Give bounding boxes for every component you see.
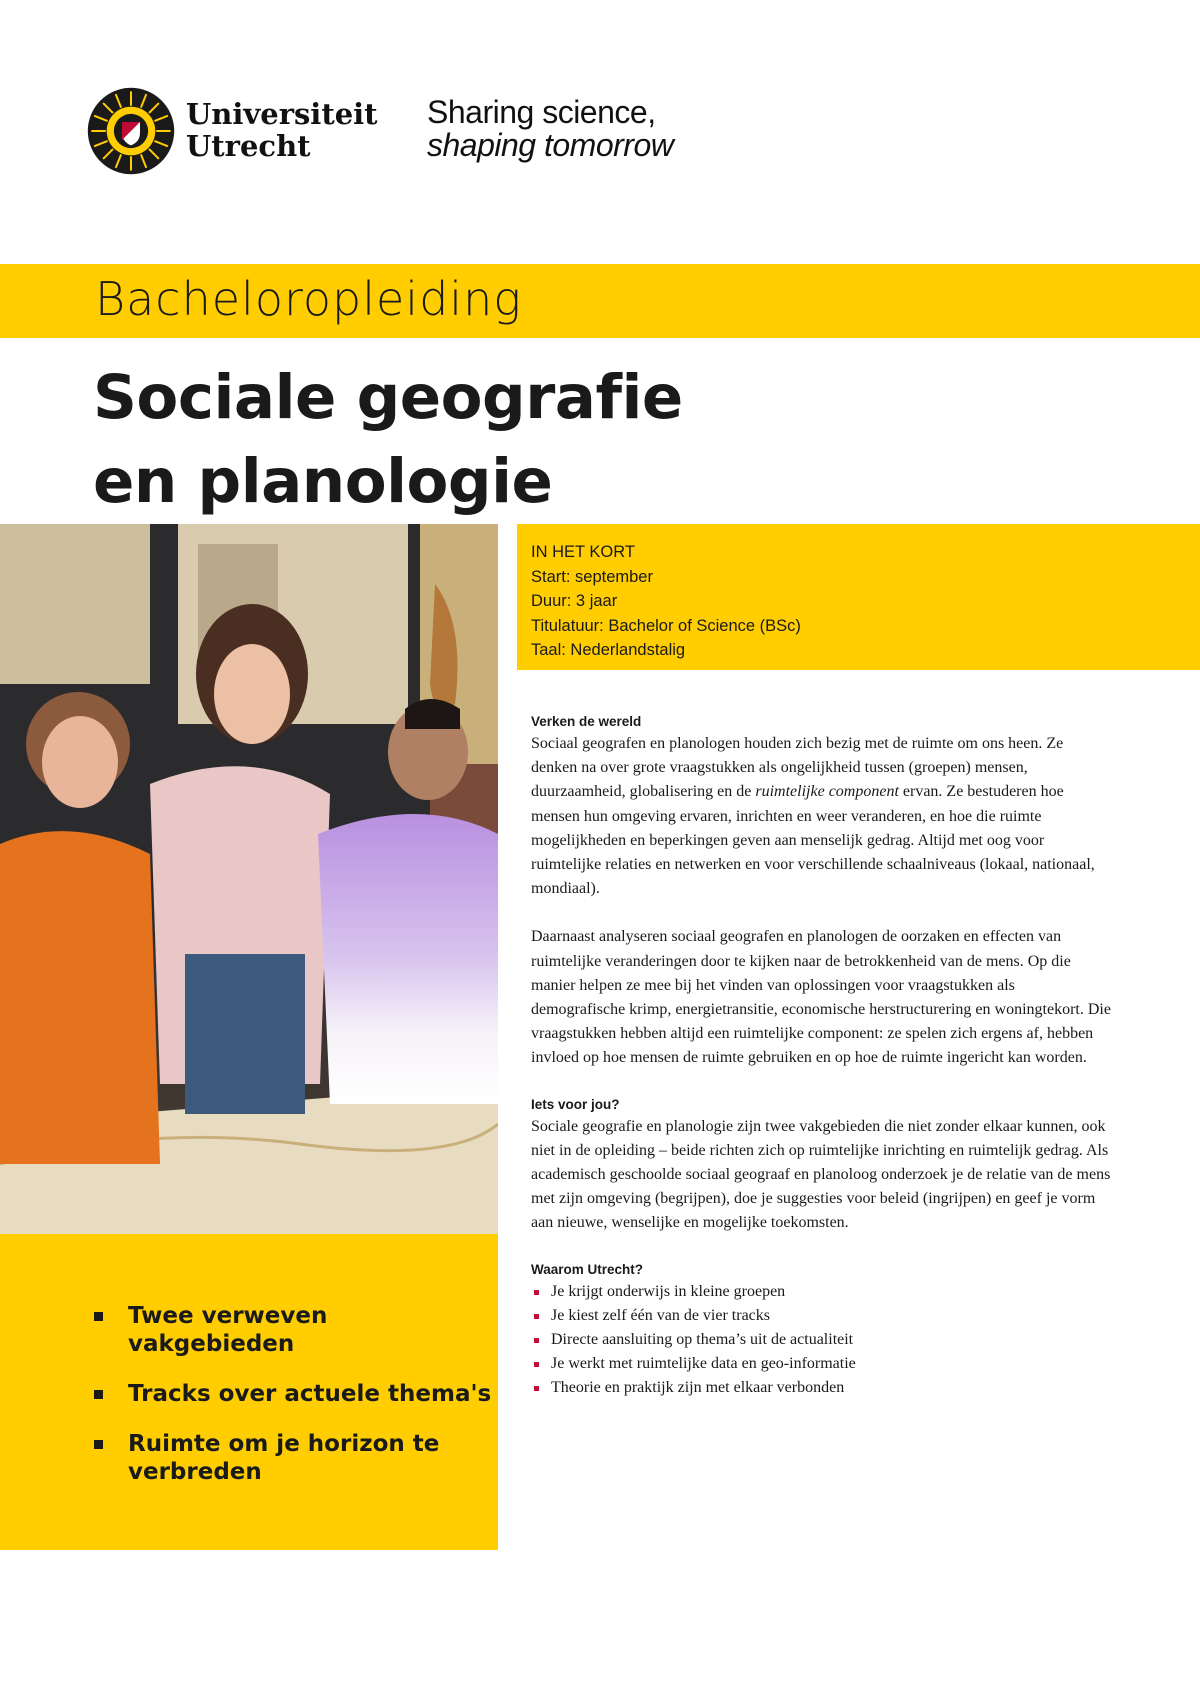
square-bullet-icon	[94, 1440, 103, 1449]
list-item	[531, 1328, 1111, 1352]
section-heading-verken: Verken de wereld	[531, 714, 642, 729]
feature-text: Ruimte om je horizon te verbreden	[128, 1431, 440, 1485]
program-type-label: Bacheloropleiding	[95, 272, 522, 326]
square-bullet-icon	[94, 1390, 103, 1399]
slogan-line1: Sharing science,	[427, 94, 656, 130]
section-heading-waarom: Waarom Utrecht?	[531, 1261, 644, 1277]
emphasis-text: ruimtelijke component	[755, 783, 899, 801]
feature-item	[92, 1380, 492, 1408]
university-name-line2: Utrecht	[186, 129, 311, 163]
students-photo-illustration	[0, 524, 498, 1234]
title-line2: en planologie	[93, 446, 553, 517]
feature-item	[92, 1302, 492, 1358]
list-item-text: Je werkt met ruimtelijke data en geo-informatie	[551, 1355, 856, 1373]
red-bullet-icon	[534, 1290, 539, 1295]
square-bullet-icon	[94, 1312, 103, 1321]
university-name-line1: Universiteit	[186, 97, 378, 131]
reasons-list	[531, 1280, 1111, 1401]
paragraph-text: Sociaal geografen en planologen houden zich bezig met de ruimte om ons heen. Ze denken na over grote vraagstukken als ongelijkheid tussen (groepen) mensen, duurzaamheid, globalisering en de	[531, 735, 1064, 801]
list-item	[531, 1352, 1111, 1376]
feature-item	[92, 1430, 492, 1486]
list-item	[531, 1280, 1111, 1304]
page-title	[93, 356, 683, 524]
paragraph-verken-1	[531, 732, 1111, 901]
red-bullet-icon	[534, 1338, 539, 1343]
summary-item-duration: Duur: 3 jaar	[531, 592, 618, 610]
list-item-text: Je krijgt onderwijs in kleine groepen	[551, 1282, 786, 1300]
feature-text: Twee verweven vakgebieden	[128, 1303, 328, 1357]
summary-item-degree: Titulatuur: Bachelor of Science (BSc)	[531, 616, 801, 635]
section-heading-iets: Iets voor jou?	[531, 1096, 620, 1112]
slogan	[427, 96, 673, 162]
body-text-column	[531, 712, 1111, 1401]
paragraph-text: ervan. Ze bestuderen hoe mensen hun omgeving ervaren, inrichten en weer veranderen, en hoe die ruimte mogelijkheden en beperkingen geven aan menselijk gedrag. Altijd met oog voor ruimtelijke relaties en netwerken en voor verschillende schaalniveaus (lokaal, nationaal, mondiaal).	[531, 783, 1095, 898]
red-bullet-icon	[534, 1314, 539, 1319]
list-item-text: Directe aansluiting op thema’s uit de actualiteit	[551, 1331, 854, 1349]
summary-heading: IN HET KORT	[531, 543, 635, 561]
paragraph-verken-2: Daarnaast analyseren sociaal geografen en planologen de oorzaken en effecten van ruimtelijke veranderingen door te kijken naar de betrokkenheid van de mens. Op die manier helpen ze mee bij het vinden van oplossingen voor vraagstukken als demografische krimp, energietransitie, economische herstructurering en woningtekort. Die vraagstukken hebben altijd een ruimtelijke component: ze spelen zich ergens af, hebben invloed op hoe mensen de ruimte gebruiken en op hoe de ruimte ingericht kan worden.	[531, 928, 1111, 1067]
summary-item-language: Taal: Nederlandstalig	[531, 641, 686, 659]
list-item	[531, 1304, 1111, 1328]
paragraph-iets-1: Sociale geografie en planologie zijn twee vakgebieden die niet zonder elkaar kunnen, ook niet in de opleiding – beide richten zich op ruimtelijke inrichting en ruimtelijk gedrag. Als academisch geschoolde sociaal geograaf en planoloog onderzoek je de relatie van de mens met zijn omgeving (begrijpen), doe je suggesties voor beleid (ingrijpen) en geef je vorm aan nieuwe, wenselijke en mogelijke toekomsten.	[531, 1117, 1111, 1232]
slogan-line2: shaping tomorrow	[427, 127, 674, 163]
list-item-text: Theorie en praktijk zijn met elkaar verbonden	[551, 1379, 845, 1397]
red-bullet-icon	[534, 1362, 539, 1367]
summary-content	[531, 540, 801, 663]
feature-text: Tracks over actuele thema's	[128, 1381, 492, 1407]
university-name	[186, 98, 378, 162]
list-item-text: Je kiest zelf één van de vier tracks	[551, 1306, 771, 1324]
feature-list	[92, 1302, 492, 1508]
red-bullet-icon	[534, 1386, 539, 1391]
list-item	[531, 1376, 1111, 1400]
sun-seal-icon	[86, 86, 176, 176]
students-photo	[0, 524, 498, 1234]
title-line1: Sociale geografie	[93, 362, 683, 433]
summary-item-start: Start: september	[531, 567, 653, 586]
